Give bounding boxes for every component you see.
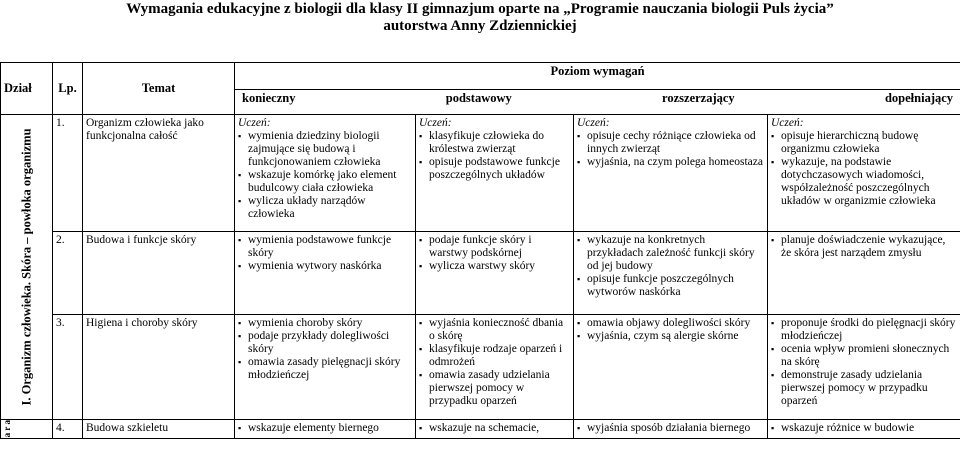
level-podstawowy: podstawowy — [445, 91, 512, 105]
temat-cell: Budowa szkieletu — [83, 420, 235, 439]
section-cell — [1, 420, 53, 439]
rozszerzajacy-cell — [574, 420, 768, 439]
level-rozszerzajacy: rozszerzający — [662, 91, 735, 105]
list-item: ▪ ocenia wpływ promieni słonecznych na skórę — [771, 343, 957, 369]
list-item: ▪ podaje funkcje skóry i warstwy podskórnej — [419, 234, 570, 260]
section-label-partial: a r a — [2, 420, 12, 438]
list-item: ▪ wykazuje, na podstawie dotychczasowych wiadomości, współzależność poszczególnych układów w organizmie człowieka — [771, 156, 957, 208]
list-item: ▪ wykazuje na konkretnych przykładach zależność funkcji skóry od jej budowy — [577, 234, 764, 273]
list-item: ▪ opisuje hierarchiczną budowę organizmu człowieka — [771, 130, 957, 156]
list-item: ▪ opisuje funkcje poszczególnych wytworów naskórka — [577, 273, 764, 299]
list-item: ▪ wylicza układy narządów człowieka — [238, 195, 412, 221]
list-item: ▪ klasyfikuje rodzaje oparzeń i odmrożeń — [419, 343, 570, 369]
list-item: ▪ klasyfikuje człowieka do królestwa zwierząt — [419, 130, 570, 156]
konieczny-cell — [235, 232, 416, 315]
column-header-dzial: Dział — [1, 63, 53, 115]
table-row — [1, 315, 960, 420]
list-item: ▪ wskazuje elementy biernego — [238, 422, 412, 435]
column-header-poziom: Poziom wymagań — [235, 63, 960, 90]
lp-cell: 2. — [53, 232, 83, 315]
list-item: ▪ wyjaśnia sposób działania biernego — [577, 422, 764, 435]
section-label: I. Organizm człowieka. Skóra – powłoka organizmu — [19, 128, 33, 406]
list-item: ▪ wskazuje różnice w budowie — [771, 422, 957, 435]
level-dopelniajacy: dopełniający — [884, 91, 954, 105]
column-header-temat: Temat — [83, 63, 235, 115]
list-item: ▪ wyjaśnia konieczność dbania o skórę — [419, 317, 570, 343]
dopelniajacy-cell — [768, 420, 960, 439]
podstawowy-cell — [416, 420, 574, 439]
list-item: ▪ podaje przykłady dolegliwości skóry — [238, 330, 412, 356]
list-item: ▪ omawia objawy dolegliwości skóry — [577, 317, 764, 330]
level-konieczny: konieczny — [242, 91, 296, 105]
list-item: ▪ opisuje cechy różniące człowieka od innych zwierząt — [577, 130, 764, 156]
table-row — [1, 420, 960, 439]
section-cell — [1, 115, 53, 420]
konieczny-cell — [235, 115, 416, 232]
temat-cell: Budowa i funkcje skóry — [83, 232, 235, 315]
levels-header — [235, 90, 960, 115]
konieczny-cell — [235, 315, 416, 420]
list-item: ▪ wymienia dziedziny biologii zajmujące się budową i funkcjonowaniem człowieka — [238, 130, 412, 169]
podstawowy-cell — [416, 232, 574, 315]
list-item: ▪ opisuje podstawowe funkcje poszczególnych układów — [419, 156, 570, 182]
list-item: ▪ omawia zasady udzielania pierwszej pomocy w przypadku oparzeń — [419, 369, 570, 408]
rozszerzajacy-cell — [574, 315, 768, 420]
table-row — [1, 115, 960, 232]
uczen-label: Uczeń: — [771, 117, 804, 129]
lp-cell: 1. — [53, 115, 83, 232]
podstawowy-cell — [416, 315, 574, 420]
temat-cell: Higiena i choroby skóry — [83, 315, 235, 420]
rozszerzajacy-cell — [574, 232, 768, 315]
temat-cell: Organizm człowieka jako funkcjonalna całość — [83, 115, 235, 232]
uczen-label: Uczeń: — [419, 117, 452, 129]
dopelniajacy-cell — [768, 315, 960, 420]
uczen-label: Uczeń: — [238, 117, 271, 129]
list-item: ▪ wymienia choroby skóry — [238, 317, 412, 330]
list-item: ▪ wymienia podstawowe funkcje skóry — [238, 234, 412, 260]
list-item: ▪ omawia zasady pielęgnacji skóry młodzieńczej — [238, 356, 412, 382]
list-item: ▪ wskazuje na schemacie, — [419, 422, 570, 435]
podstawowy-cell — [416, 115, 574, 232]
lp-cell: 4. — [53, 420, 83, 439]
lp-cell: 3. — [53, 315, 83, 420]
list-item: ▪ wymienia wytwory naskórka — [238, 260, 412, 273]
uczen-label: Uczeń: — [577, 117, 610, 129]
list-item: ▪ wyjaśnia, czym są alergie skórne — [577, 330, 764, 343]
title-line-2: autorstwa Anny Zdziennickiej — [383, 18, 577, 34]
dopelniajacy-cell — [768, 232, 960, 315]
column-header-lp: Lp. — [53, 63, 83, 115]
list-item: ▪ wylicza warstwy skóry — [419, 260, 570, 273]
list-item: ▪ proponuje środki do pielęgnacji skóry młodzieńczej — [771, 317, 957, 343]
rozszerzajacy-cell — [574, 115, 768, 232]
title-line-1: Wymagania edukacyjne z biologii dla klasy II gimnazjum oparte na „Programie nauczania biologii Puls życia” — [126, 1, 834, 17]
list-item: ▪ planuje doświadczenie wykazujące, że skóra jest narządem zmysłu — [771, 234, 957, 260]
list-item: ▪ wskazuje komórkę jako element budulcowy ciała człowieka — [238, 169, 412, 195]
dopelniajacy-cell — [768, 115, 960, 232]
list-item: ▪ wyjaśnia, na czym polega homeostaza — [577, 156, 764, 169]
list-item: ▪ demonstruje zasady udzielania pierwszej pomocy w przypadku oparzeń — [771, 369, 957, 408]
requirements-table — [0, 62, 960, 439]
table-row — [1, 232, 960, 315]
konieczny-cell — [235, 420, 416, 439]
